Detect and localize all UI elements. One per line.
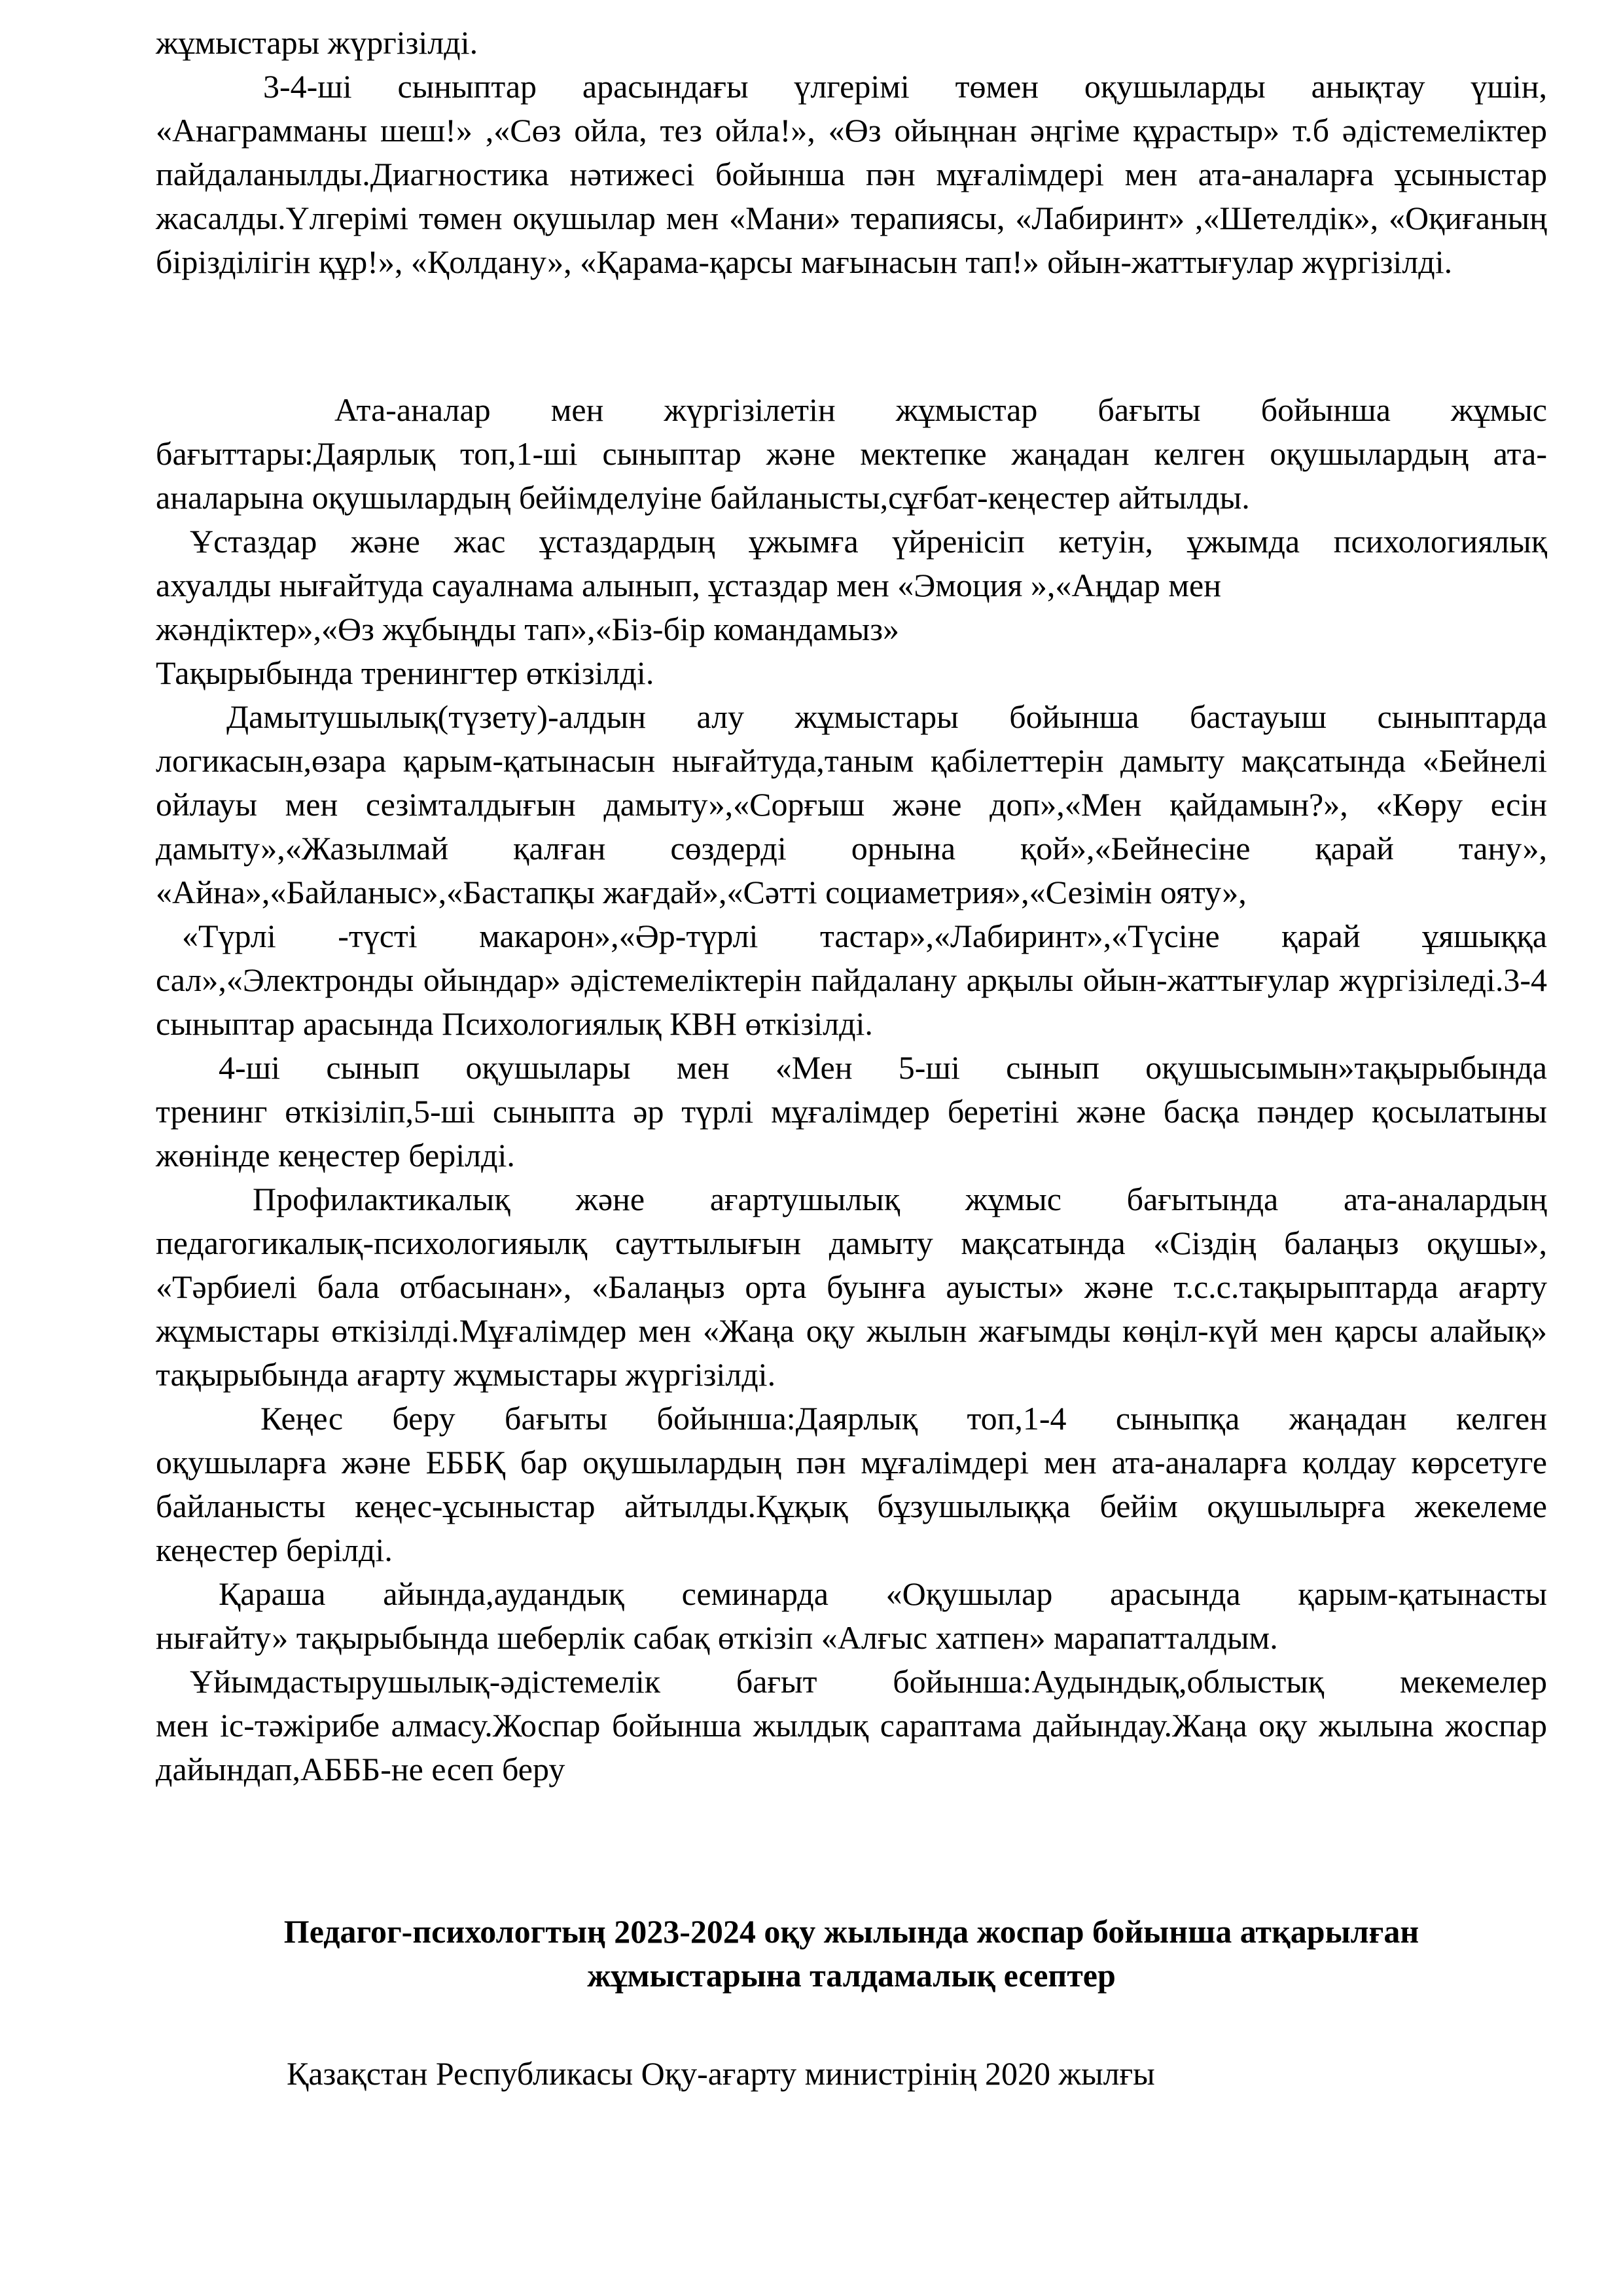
- paragraph-4-line-2: ахуалды нығайтуда сауалнама алынып, ұстаздар мен «Эмоция »,«Аңдар мен: [156, 567, 1222, 603]
- paragraph-8-line-1: Профилактикалық және ағартушылық жұмыс бағытында ата-аналардың: [253, 1181, 1547, 1217]
- paragraph-2-body: «Анаграмманы шеш!» ,«Сөз ойла, тез ойла!», «Өз ойыңнан әңгіме құрастыр» т.б әдістемеліктер пайдаланылды.Диагностика нәтижесі бойынша пән мұғалімдері мен ата-аналарға ұсыныстар жасалды.Үлгерімі төмен оқушылар мен «Мани» терапиясы, «Лабиринт» ,«Шетелдік», «Оқиғаның бірізділігін құр!», «Қолдану», «Қарама-қарсы мағынасын тап!» ойын-жаттығулар жүргізілді.: [156, 112, 1547, 280]
- report-heading: [156, 1910, 1547, 1998]
- paragraph-10-body: нығайту» тақырыбында шеберлік сабақ өткізіп «Алғыс хатпен» марапатталдым.: [156, 1619, 1278, 1656]
- paragraph-1: жұмыстары жүргізілді.: [156, 24, 478, 61]
- top-text-block: [156, 21, 1547, 284]
- paragraph-7-body: тренинг өткізіліп,5-ші сыныпта әр түрлі мұғалімдер беретіні және басқа пәндер қосылатыны жөнінде кеңестер берілді.: [156, 1093, 1547, 1174]
- report-heading-line-1: Педагог-психологтың 2023-2024 оқу жылында жоспар бойынша атқарылған: [283, 1913, 1419, 1950]
- paragraph-5-body: логикасын,өзара қарым-қатынасын нығайтуда,таным қабілеттерін дамыту мақсатында «Бейнелі ойлауы мен сезімталдығын дамыту»,«Сорғыш және доп»,«Мен қайдамын?», «Көру есін дамыту»,«Жазылмай қалған сөздерді орнына қой»,«Бейнесіне қарай тану», «Айна»,«Байланыс»,«Бастапқы жағдай»,«Сәтті социаметрия»,«Сезімін ояту»,: [156, 742, 1547, 910]
- paragraph-8-body: педагогикалық-психологияылқ сауттылығын дамыту мақсатында «Сіздің балаңыз оқушы», «Тәрбиелі бала отбасынан», «Балаңыз орта буынға ауысты» және т.с.с.тақырыптарда ағарту жұмыстары өткізілді.Мұғалімдер мен «Жаңа оқу жылын жағымды көңіл-күй мен қарсы алайық» тақырыбында ағарту жұмыстары жүргізілді.: [156, 1225, 1547, 1393]
- paragraph-9-body: оқушыларға және ЕББҚ бар оқушылардың пән мұғалімдері мен ата-аналарға қолдау көрсетуге байланысты кеңес-ұсыныстар айтылды.Құқық бұзушылыққа бейім оқушылырға жекелеме кеңестер берілді.: [156, 1444, 1547, 1568]
- report-heading-line-2: жұмыстарына талдамалық есептер: [587, 1957, 1116, 1994]
- paragraph-6-line-1: «Түрлі -түсті макарон»,«Әр-түрлі тастар»,«Лабиринт»,«Түсіне қарай ұяшыққа: [182, 918, 1547, 954]
- paragraph-4-line-4: Тақырыбында тренингтер өткізілді.: [156, 655, 654, 691]
- paragraph-9-line-1: Кеңес беру бағыты бойынша:Даярлық топ,1-4 сыныпқа жаңадан келген: [260, 1400, 1547, 1437]
- paragraph-10-line-1: Қараша айында,аудандық семинарда «Оқушылар арасында қарым-қатынасты: [219, 1575, 1547, 1612]
- paragraph-4-line-3: жәндіктер»,«Өз жұбыңды тап»,«Біз-бір командамыз»: [156, 611, 899, 647]
- parents-section: [156, 388, 1547, 1791]
- paragraph-7-line-1: 4-ші сынып оқушылары мен «Мен 5-ші сынып оқушысымын»тақырыбында: [219, 1049, 1547, 1086]
- paragraph-6-body: сал»,«Электронды ойындар» әдістемеліктерін пайдалану арқылы ойын-жаттығулар жүргізіледі.3-4 сыныптар арасында Психологиялық КВН өткізілді.: [156, 961, 1547, 1042]
- paragraph-11-body: мен іс-тәжірибе алмасу.Жоспар бойынша жылдық сараптама дайындау.Жаңа оқу жылына жоспар дайындап,АБББ-не есеп беру: [156, 1707, 1547, 1787]
- paragraph-2-line-1: 3-4-ші сыныптар арасындағы үлгерімі төмен оқушыларды анықтау үшін,: [263, 68, 1547, 105]
- paragraph-11-line-1: Ұйымдастырушылық-әдістемелік бағыт бойынша:Аудындық,облыстық мекемелер: [190, 1663, 1547, 1700]
- paragraph-5-line-1: Дамытушылық(түзету)-алдын алу жұмыстары бойынша бастауыш сыныптарда: [226, 698, 1547, 735]
- paragraph-4-line-1: Ұстаздар және жас ұстаздардың ұжымға үйренісіп кетуін, ұжымда психологиялық: [190, 523, 1547, 560]
- paragraph-3-body: бағыттары:Даярлық топ,1-ші сыныптар және мектепке жаңадан келген оқушылардың ата-аналарына оқушылардың бейімделуіне байланысты,сұғбат-кеңестер айтылды.: [156, 435, 1547, 516]
- paragraph-3-line-1: Ата-аналар мен жүргізілетін жұмыстар бағыты бойынша жұмыс: [334, 391, 1547, 428]
- footer-line: Қазақстан Республикасы Оқу-ағарту министрінің 2020 жылғы: [287, 2055, 1155, 2092]
